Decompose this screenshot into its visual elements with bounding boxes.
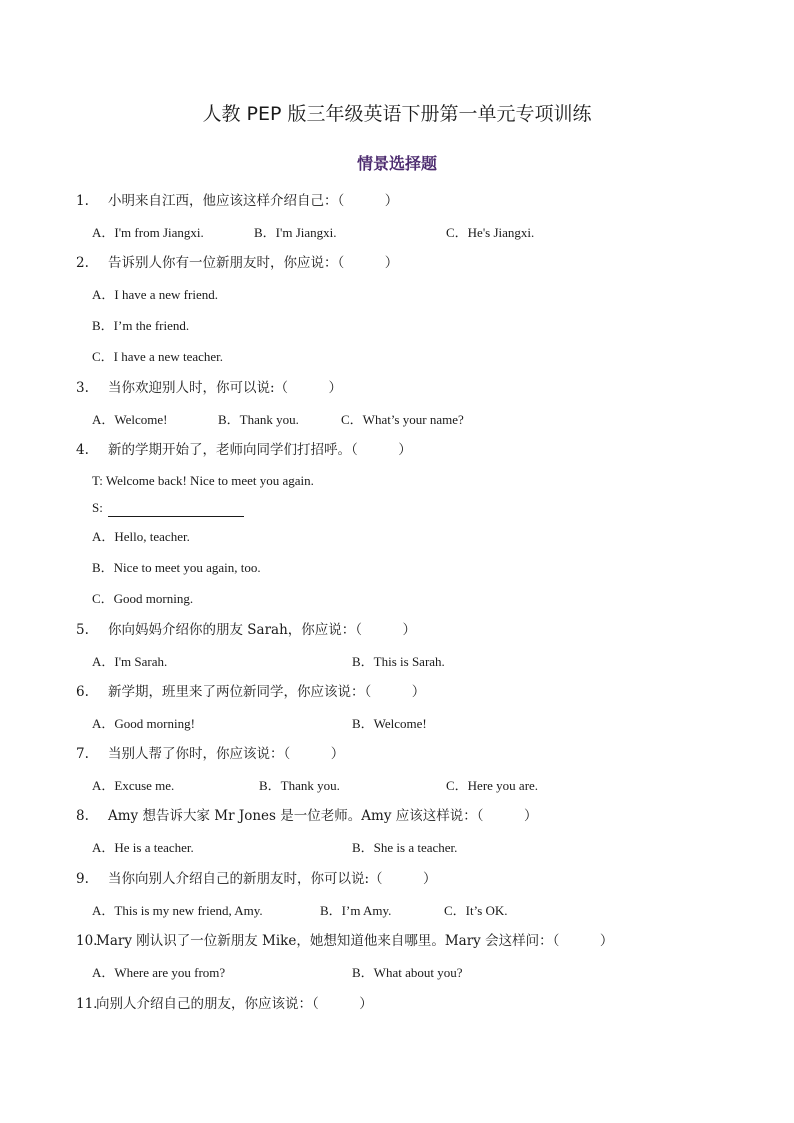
option-c[interactable]: C．Good morning. [92,591,194,606]
question-text: Mary 刚认识了一位新朋友 Mike，她想知道他来自哪里。Mary 会这样问：（ ） [96,933,614,949]
option-a[interactable]: A．He is a teacher. [92,840,194,855]
question-number: 3. [76,380,89,396]
question-number: 6. [76,684,89,700]
option-c[interactable]: C．I have a new teacher. [92,349,224,364]
option-b[interactable]: B．I’m Amy. [320,903,392,918]
option-a[interactable]: A．I'm from Jiangxi. [92,225,204,240]
question-number: 7. [76,746,89,762]
question-text: 小明来自江西，他应该这样介绍自己：（ ） [108,193,399,209]
question-text: 你向妈妈介绍你的朋友 Sarah，你应说：（ ） [108,622,417,638]
question-number: 10. [76,933,98,949]
option-c[interactable]: C．Here you are. [446,778,539,793]
option-c[interactable]: C．What’s your name? [341,412,464,427]
option-a[interactable]: A．I have a new friend. [92,287,218,302]
option-b[interactable]: B．I’m the friend. [92,318,190,333]
question-number: 4. [76,442,89,458]
dialog-speaker: S: [92,500,103,515]
option-a[interactable]: A．I'm Sarah. [92,654,168,669]
question-number: 2. [76,255,89,271]
answer-blank[interactable] [108,516,244,517]
question-number: 11. [76,996,98,1012]
option-b[interactable]: B．Thank you. [259,778,340,793]
worksheet-title: 人教 PEP 版三年级英语下册第一单元专项训练 [202,103,592,125]
question-text: 新的学期开始了，老师向同学们打招呼。（ ） [108,442,412,458]
option-b[interactable]: B．This is Sarah. [352,654,445,669]
question-number: 9. [76,871,89,887]
option-b[interactable]: B．What about you? [352,965,463,980]
dialog-text: T: Welcome back! Nice to meet you again. [92,473,314,488]
option-a[interactable]: A．This is my new friend, Amy. [92,903,263,918]
option-a[interactable]: A．Welcome! [92,412,168,427]
section-subtitle: 情景选择题 [356,154,437,173]
option-c[interactable]: C．He's Jiangxi. [446,225,535,240]
option-b[interactable]: B．Nice to meet you again, too. [92,560,261,575]
option-b[interactable]: B．She is a teacher. [352,840,458,855]
option-a[interactable]: A．Excuse me. [92,778,175,793]
question-number: 5. [76,622,89,638]
option-b[interactable]: B．Thank you. [218,412,299,427]
option-a[interactable]: A．Good morning! [92,716,195,731]
question-number: 1. [76,193,89,209]
option-a[interactable]: A．Where are you from? [92,965,226,980]
question-text: 向别人介绍自己的朋友，你应该说：（ ） [96,996,373,1012]
question-text: 当别人帮了你时，你应该说：（ ） [108,746,345,762]
option-b[interactable]: B．I'm Jiangxi. [254,225,337,240]
question-number: 8. [76,808,89,824]
question-text: 告诉别人你有一位新朋友时，你应说：（ ） [108,255,399,271]
question-text: Amy 想告诉大家 Mr Jones 是一位老师。Amy 应该这样说：（ ） [108,808,538,824]
option-c[interactable]: C．It’s OK. [444,903,508,918]
option-b[interactable]: B．Welcome! [352,716,427,731]
question-text: 新学期，班里来了两位新同学，你应该说：（ ） [108,684,426,700]
option-a[interactable]: A．Hello, teacher. [92,529,190,544]
question-text: 当你向别人介绍自己的新朋友时，你可以说:（ ） [108,871,437,887]
question-text: 当你欢迎别人时，你可以说:（ ） [108,380,343,396]
